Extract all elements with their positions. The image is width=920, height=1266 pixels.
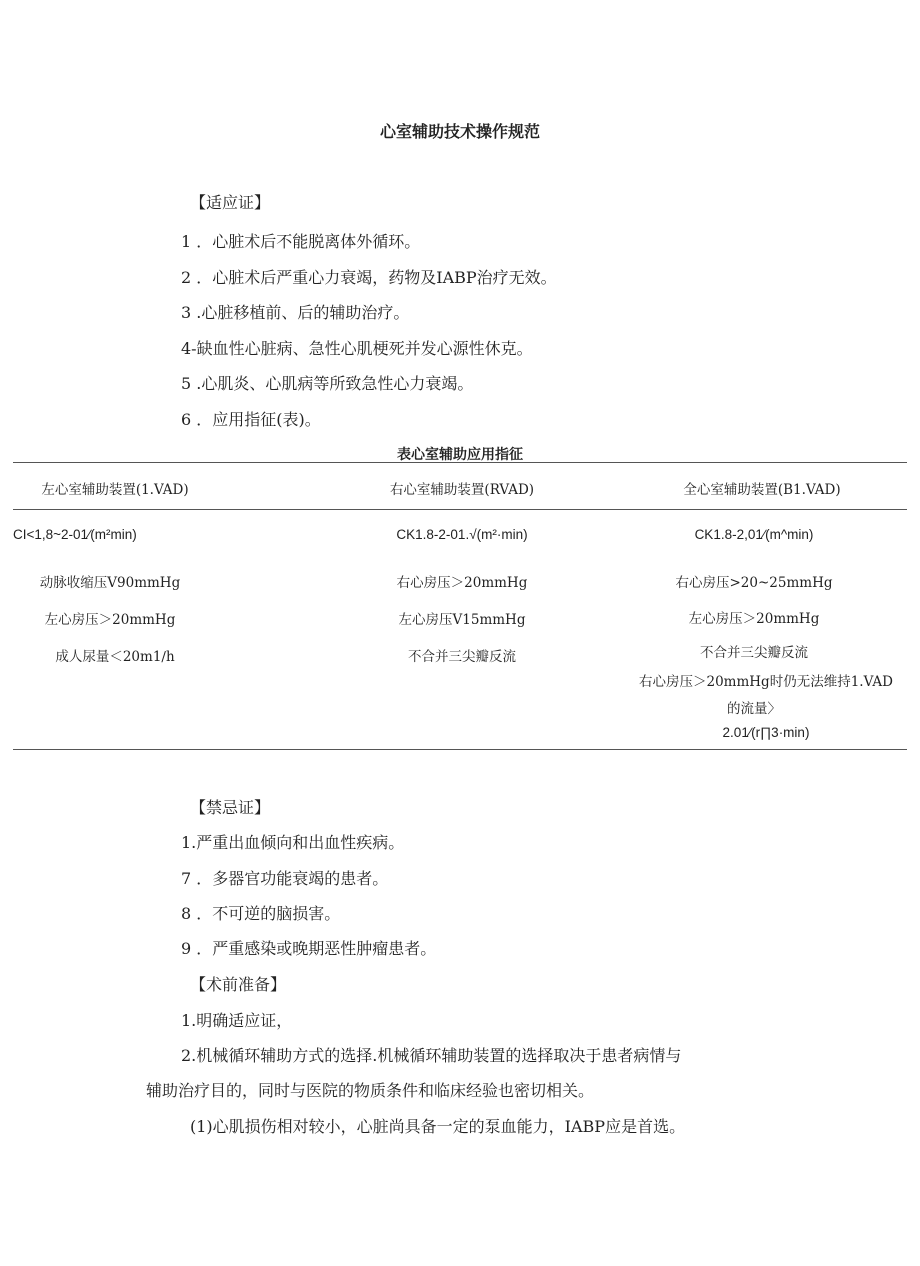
table-caption: 表心室辅助应用指征 [397, 446, 523, 462]
table-cell: 2.01∕(r∏3·min) [722, 725, 810, 740]
table-cell: CI<1,8~2-01∕(m²min) [13, 527, 137, 542]
contraindication-item: 9 ．严重感染或晚期恶性肿瘤患者。 [181, 939, 437, 958]
table-header-rule [13, 509, 907, 510]
table-header-rvad: 右心室辅助装置(RVAD) [389, 482, 535, 498]
contraindication-item: 8 ．不可逆的脑损害。 [181, 904, 341, 923]
preop-item: 1.明确适应证， [181, 1011, 293, 1030]
table-cell: 成人尿量＜20m1∕h [55, 649, 175, 665]
indication-item: 1 ．心脏术后不能脱离体外循环。 [181, 232, 421, 251]
table-cell: CK1.8-2-01.√(m²·min) [396, 527, 528, 542]
preop-item: (1)心肌损伤相对较小，心脏尚具备一定的泵血能力，IABP应是首选。 [190, 1117, 686, 1136]
table-cell: 左心房压V15mmHg [398, 612, 526, 628]
indications-heading: 【适应证】 [190, 193, 271, 212]
table-bottom-rule [13, 749, 907, 750]
indication-item: 2 ．心脏术后严重心力衰竭，药物及IABP治疗无效。 [181, 268, 557, 287]
preop-item-continued: 辅助治疗目的，同时与医院的物质条件和临床经验也密切相关。 [146, 1081, 595, 1100]
indication-item: 6 ．应用指征(表)。 [181, 410, 321, 429]
indication-item: 3 .心脏移植前、后的辅助治疗。 [181, 303, 410, 322]
table-cell: 不合并三尖瓣反流 [408, 649, 516, 665]
table-cell: 不合并三尖瓣反流 [700, 645, 808, 661]
preop-heading: 【术前准备】 [190, 975, 287, 994]
table-cell: 左心房压＞20mmHg [44, 612, 176, 628]
table-cell: 动脉收缩压V90mmHg [39, 575, 181, 591]
table-header-lvad: 左心室辅助装置(1.VAD) [41, 482, 189, 498]
table-header-bivad: 全心室辅助装置(B1.VAD) [683, 482, 841, 498]
table-cell: 右心房压＞20mmHg [396, 575, 528, 591]
table-cell: 右心房压>20~25mmHg [675, 575, 833, 591]
preop-item: 2.机械循环辅助方式的选择.机械循环辅助装置的选择取决于患者病情与 [181, 1046, 682, 1065]
table-cell: 右心房压＞20mmHg时仍无法维持1.VAD [639, 674, 893, 690]
page-title: 心室辅助技术操作规范 [379, 122, 540, 141]
contraindications-heading: 【禁忌证】 [190, 798, 271, 817]
indication-item: 4-缺血性心脏病、急性心肌梗死并发心源性休克。 [181, 339, 533, 358]
contraindication-item: 1.严重出血倾向和出血性疾病。 [181, 833, 405, 852]
table-top-rule [13, 462, 907, 463]
table-cell: CK1.8-2,01∕(m^min) [694, 527, 814, 542]
table-cell: 的流量〉 [727, 701, 781, 717]
indication-item: 5 .心肌炎、心肌病等所致急性心力衰竭。 [181, 374, 474, 393]
contraindication-item: 7 ．多器官功能衰竭的患者。 [181, 869, 389, 888]
table-cell: 左心房压＞20mmHg [688, 611, 820, 627]
